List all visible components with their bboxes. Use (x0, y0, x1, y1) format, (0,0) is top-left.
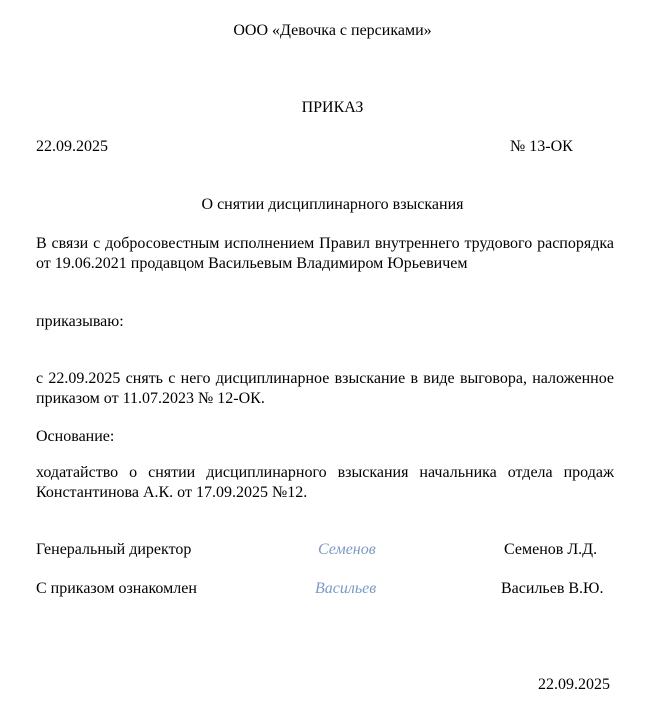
signatory-name: Васильев В.Ю. (501, 580, 604, 597)
document-title: ПРИКАЗ (301, 99, 364, 116)
basis-paragraph: ходатайство о снятии дисциплинарного взыскания начальника отдела продаж Константинова А.К. от 17.09.2025 №12. (36, 464, 614, 501)
document-subject: О снятии дисциплинарного взыскания (201, 196, 464, 213)
signature-role: Генеральный директор (36, 541, 192, 558)
order-word: приказываю: (36, 313, 124, 330)
organization-name: ООО «Девочка с персиками» (233, 22, 432, 39)
footer-date: 22.09.2025 (538, 676, 610, 693)
handwritten-signature: Семенов (318, 541, 376, 558)
basis-label: Основание: (36, 428, 115, 445)
order-paragraph: с 22.09.2025 снять с него дисциплинарное взыскание в виде выговора, наложенное приказом от 11.07.2023 № 12-ОК. (36, 370, 614, 407)
handwritten-signature: Васильев (315, 580, 377, 597)
document-date: 22.09.2025 (36, 138, 108, 155)
signatory-name: Семенов Л.Д. (504, 541, 598, 558)
signature-role: С приказом ознакомлен (36, 580, 197, 597)
document-number: № 13-ОК (510, 138, 573, 155)
preamble-paragraph: В связи с добросовестным исполнением Правил внутреннего трудового распорядка от 19.06.2021 продавцом Васильевым Владимиром Юрьевичем (36, 235, 614, 272)
